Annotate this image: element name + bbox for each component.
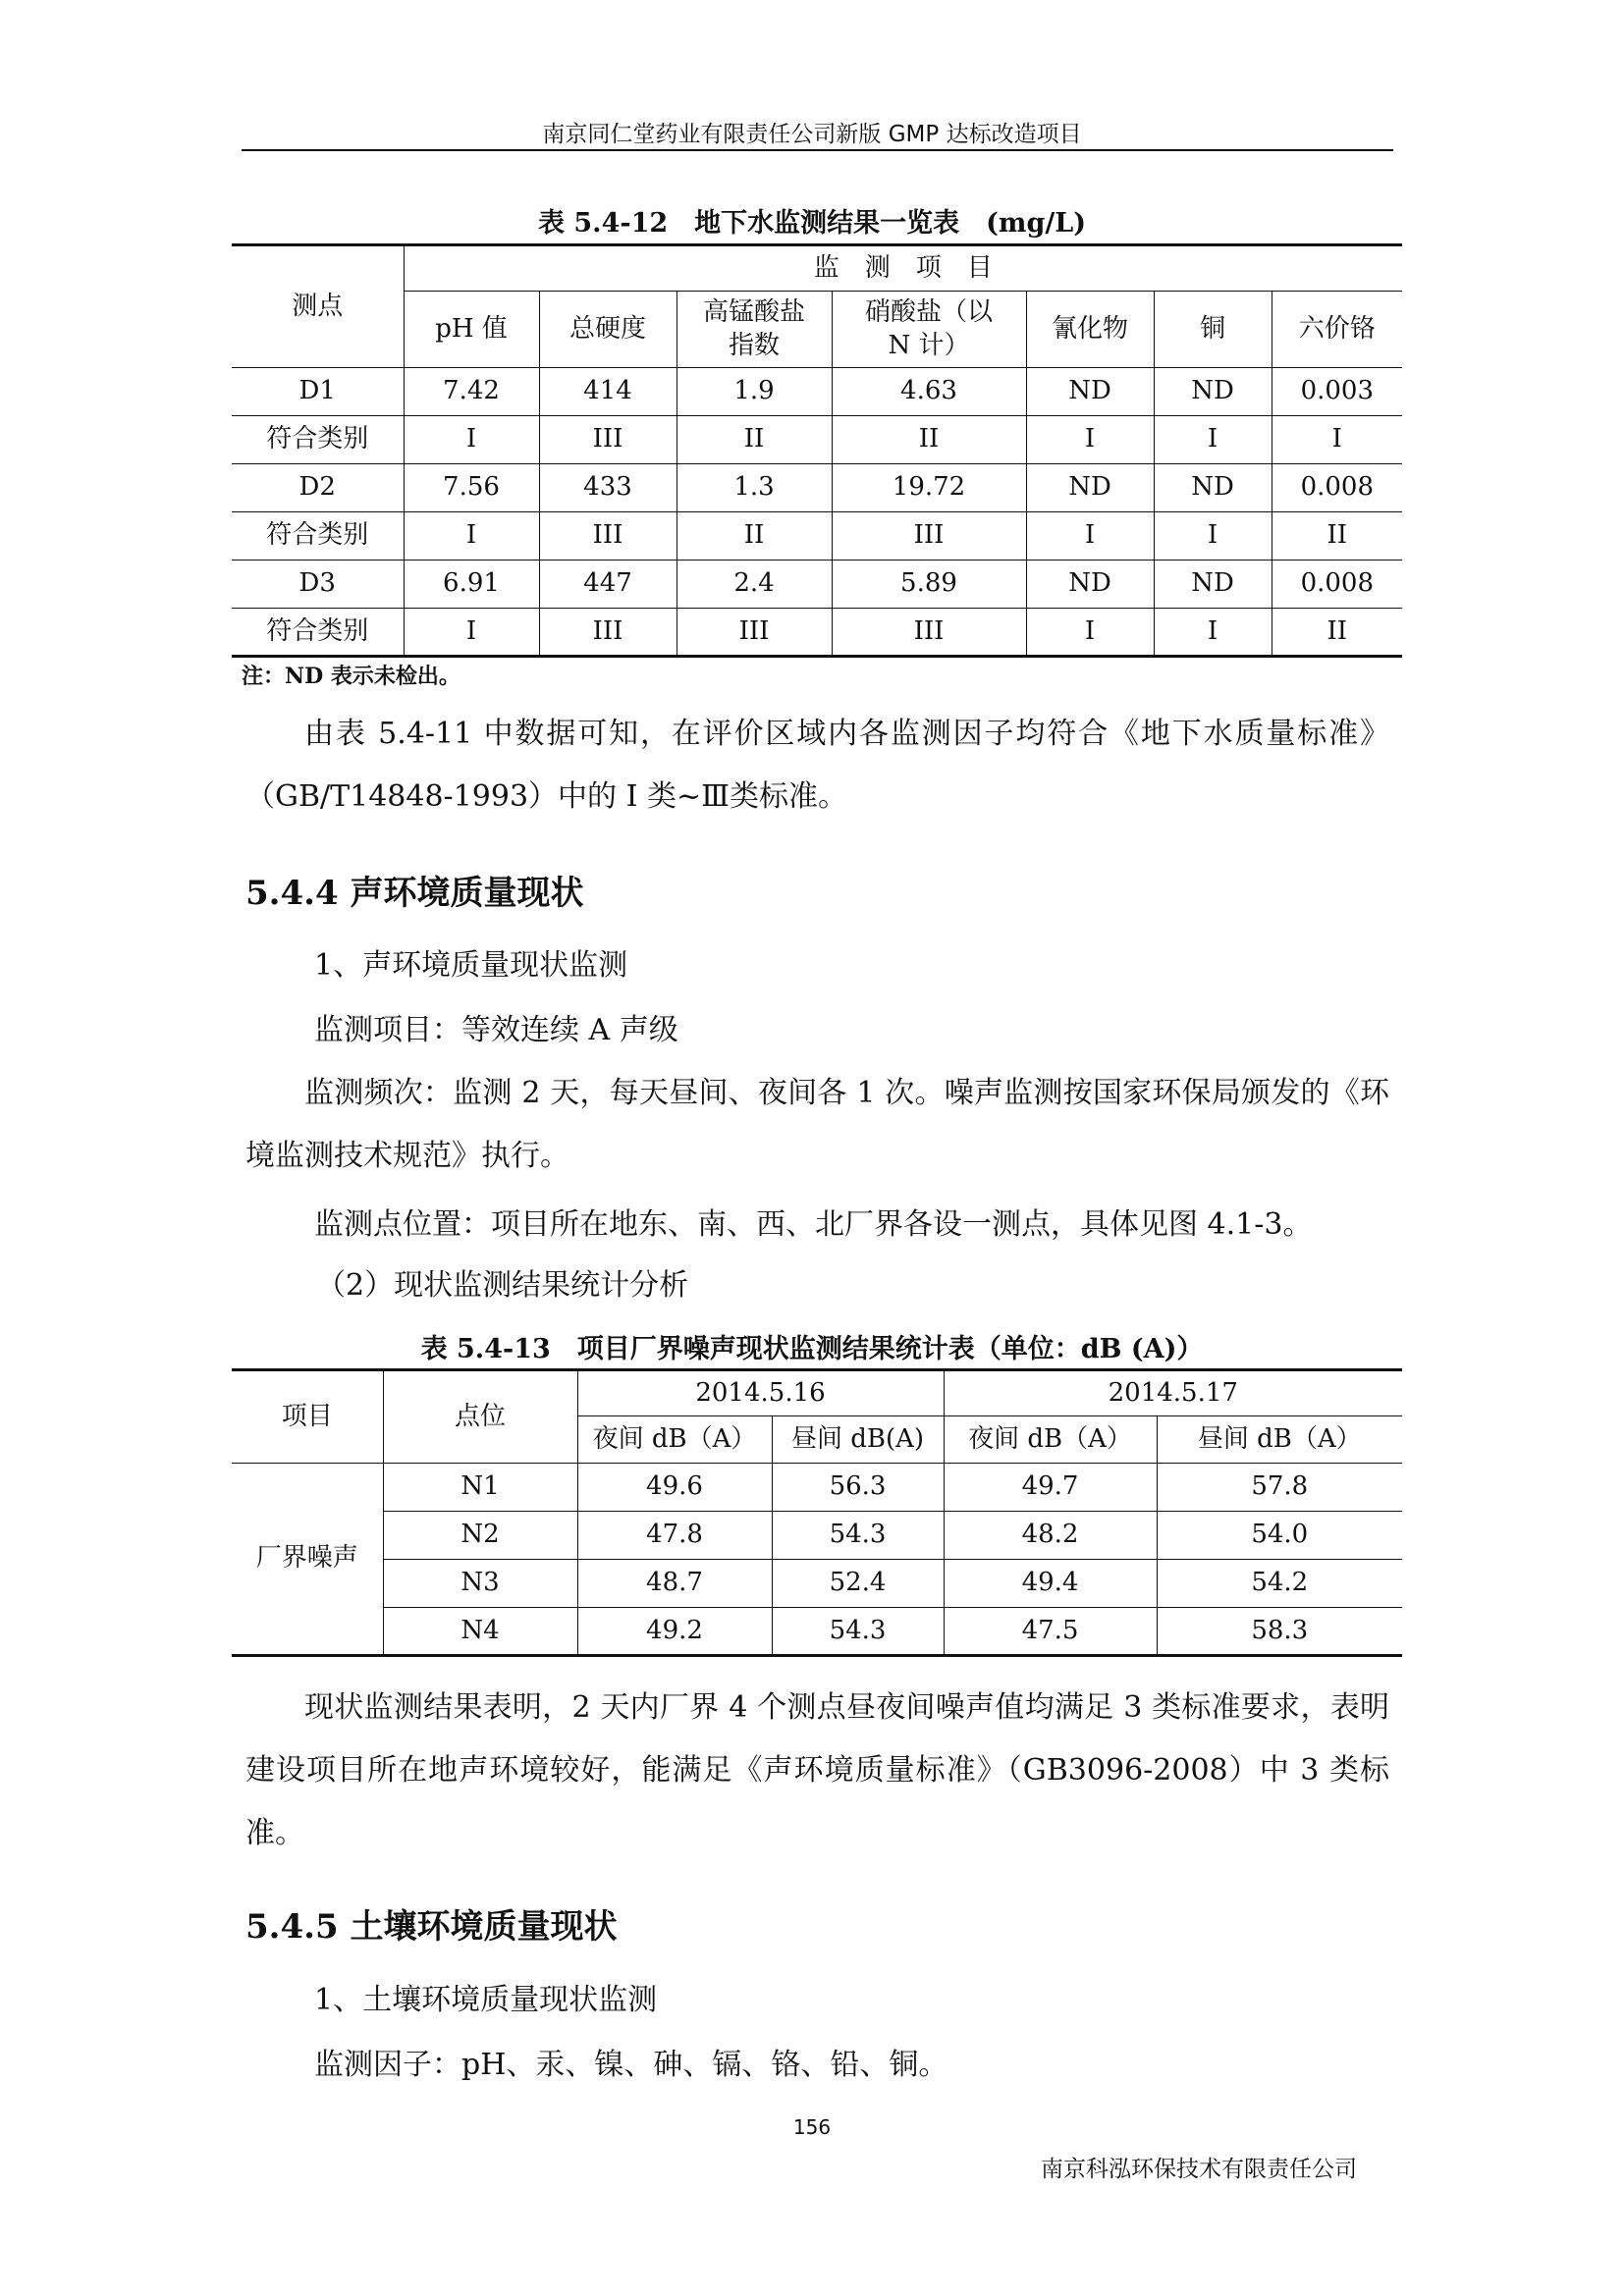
table-cell: 49.7 (944, 1464, 1157, 1512)
table-cell: D1 (232, 368, 404, 416)
table-cell: 6.91 (404, 561, 539, 609)
noise-frequency (245, 1062, 1389, 1188)
page-number: 156 (792, 2115, 832, 2139)
table-cell: 49.6 (577, 1464, 772, 1512)
table-row (232, 368, 1402, 416)
table-cell: I (1154, 416, 1272, 464)
table-cell: I (1272, 416, 1402, 464)
table-cell: 0.003 (1272, 368, 1402, 416)
table-cell: 54.3 (772, 1512, 944, 1560)
table-cell: III (539, 416, 677, 464)
table-cell: 58.3 (1157, 1608, 1402, 1656)
table-cell: ND (1026, 368, 1154, 416)
table-cell: 47.5 (944, 1608, 1157, 1656)
paragraph-noise-result (245, 1677, 1389, 1865)
table-cell: 54.2 (1157, 1560, 1402, 1608)
table-cell: N1 (383, 1464, 577, 1512)
table-cell: 0.008 (1272, 464, 1402, 512)
table-row (232, 1512, 1402, 1560)
table1-col-copper: 铜 (1154, 292, 1272, 368)
table-row (232, 512, 1402, 561)
table-cell: 54.3 (772, 1608, 944, 1656)
table-cell: III (539, 512, 677, 561)
table-cell: 7.42 (404, 368, 539, 416)
table-cell: I (1026, 609, 1154, 657)
table-row (232, 1464, 1402, 1512)
table2-header-point: 点位 (383, 1370, 577, 1464)
page-header: 南京同仁堂药业有限责任公司新版 GMP 达标改造项目 (542, 122, 1082, 147)
table-cell: N4 (383, 1608, 577, 1656)
table-cell: 52.4 (772, 1560, 944, 1608)
table-cell: 433 (539, 464, 677, 512)
table-cell: I (404, 609, 539, 657)
table2-caption: 表 5.4-13 项目厂界噪声现状监测结果统计表（单位：dB (A)） (420, 1334, 1204, 1364)
noise-line-1: 1、声环境质量现状监测 (314, 948, 628, 983)
table-cell: N3 (383, 1560, 577, 1608)
paragraph-text: 由表 5.4-11 中数据可知，在评价区域内各监测因子均符合《地下水质量标准》（GB/T14848-1993）中的 I 类~Ⅲ类标准。 (245, 717, 1389, 814)
paragraph-text: 监测频次：监测 2 天，每天昼间、夜间各 1 次。噪声监测按国家环保局颁发的《环境监测技术规范》执行。 (245, 1076, 1389, 1173)
table-cell: 7.56 (404, 464, 539, 512)
table-row (232, 609, 1402, 657)
soil-line-1: 1、土壤环境质量现状监测 (314, 1983, 658, 2017)
table2-sub-day2: 昼间 dB（A） (1157, 1416, 1402, 1464)
table2-group-label: 厂界噪声 (232, 1464, 383, 1656)
table-cell: N2 (383, 1512, 577, 1560)
table-cell: III (677, 609, 832, 657)
footer-company: 南京科泓环保技术有限责任公司 (1041, 2157, 1357, 2182)
table-cell: 4.63 (832, 368, 1026, 416)
table-cell: 48.7 (577, 1560, 772, 1608)
table-cell: III (832, 512, 1026, 561)
paragraph-groundwater (245, 703, 1389, 828)
table-row (232, 464, 1402, 512)
table-cell: 49.4 (944, 1560, 1157, 1608)
table-cell: D3 (232, 561, 404, 609)
table-cell: II (832, 416, 1026, 464)
table1-note: 注：ND 表示未检出。 (242, 664, 460, 689)
table-cell: 57.8 (1157, 1464, 1402, 1512)
table-row (232, 1608, 1402, 1656)
table-cell: 1.3 (677, 464, 832, 512)
table-cell: 0.008 (1272, 561, 1402, 609)
section-heading-noise: 5.4.4 声环境质量现状 (245, 874, 584, 913)
table-cell: ND (1154, 561, 1272, 609)
table-cell: D2 (232, 464, 404, 512)
table-cell: ND (1154, 368, 1272, 416)
table1-col-nitrate: 硝酸盐（以 N 计） (832, 292, 1026, 368)
table-cell: III (539, 609, 677, 657)
table1-col-ph: pH 值 (404, 292, 539, 368)
table2-header-item: 项目 (232, 1370, 383, 1464)
table-cell: 447 (539, 561, 677, 609)
section-heading-soil: 5.4.5 土壤环境质量现状 (245, 1907, 618, 1947)
table-cell: 414 (539, 368, 677, 416)
table-row (232, 561, 1402, 609)
table-row (232, 416, 1402, 464)
table-cell: II (1272, 512, 1402, 561)
table-cell: 2.4 (677, 561, 832, 609)
table-cell: I (404, 416, 539, 464)
table-cell: 符合类别 (232, 609, 404, 657)
table-cell: 56.3 (772, 1464, 944, 1512)
table-cell: 符合类别 (232, 416, 404, 464)
table1-col-cyanide: 氰化物 (1026, 292, 1154, 368)
table-cell: III (832, 609, 1026, 657)
table1-header-point: 测点 (232, 245, 404, 368)
table2-header-date2: 2014.5.17 (944, 1370, 1402, 1416)
table-cell: I (1154, 512, 1272, 561)
noise-subheading: （2）现状监测结果统计分析 (316, 1268, 689, 1303)
soil-line-2: 监测因子：pH、汞、镍、砷、镉、铬、铅、铜。 (314, 2048, 948, 2082)
header-rule (242, 149, 1393, 151)
noise-table (232, 1368, 1402, 1657)
table-cell: 符合类别 (232, 512, 404, 561)
table-cell: 1.9 (677, 368, 832, 416)
groundwater-table (232, 243, 1402, 658)
table2-header-date1: 2014.5.16 (577, 1370, 944, 1416)
table-cell: I (1154, 609, 1272, 657)
table-row (232, 1560, 1402, 1608)
table-cell: ND (1026, 561, 1154, 609)
table2-sub-night2: 夜间 dB（A） (944, 1416, 1157, 1464)
noise-location: 监测点位置：项目所在地东、南、西、北厂界各设一测点，具体见图 4.1-3。 (314, 1207, 1313, 1242)
table-cell: II (677, 416, 832, 464)
table1-col-permanganate: 高锰酸盐指数 (677, 292, 832, 368)
table-cell: I (1026, 416, 1154, 464)
table-cell: ND (1154, 464, 1272, 512)
table-cell: I (1026, 512, 1154, 561)
table-cell: 54.0 (1157, 1512, 1402, 1560)
table-cell: 48.2 (944, 1512, 1157, 1560)
table-cell: II (677, 512, 832, 561)
table-cell: 19.72 (832, 464, 1026, 512)
table1-caption: 表 5.4-12 地下水监测结果一览表 (mg/L) (538, 208, 1086, 239)
noise-line-2: 监测项目：等效连续 A 声级 (314, 1013, 678, 1047)
table-cell: I (404, 512, 539, 561)
table2-sub-night1: 夜间 dB（A） (577, 1416, 772, 1464)
table2-sub-day1: 昼间 dB(A) (772, 1416, 944, 1464)
table-cell: 49.2 (577, 1608, 772, 1656)
table1-col-chromium: 六价铬 (1272, 292, 1402, 368)
table-cell: 47.8 (577, 1512, 772, 1560)
table-cell: 5.89 (832, 561, 1026, 609)
paragraph-text: 现状监测结果表明，2 天内厂界 4 个测点昼夜间噪声值均满足 3 类标准要求，表明建设项目所在地声环境较好，能满足《声环境质量标准》（GB3096-2008）中 3 类标准。 (245, 1690, 1389, 1850)
table1-header-group: 监 测 项 目 (404, 245, 1402, 292)
table-cell: ND (1026, 464, 1154, 512)
table1-col-hardness: 总硬度 (539, 292, 677, 368)
table-cell: II (1272, 609, 1402, 657)
